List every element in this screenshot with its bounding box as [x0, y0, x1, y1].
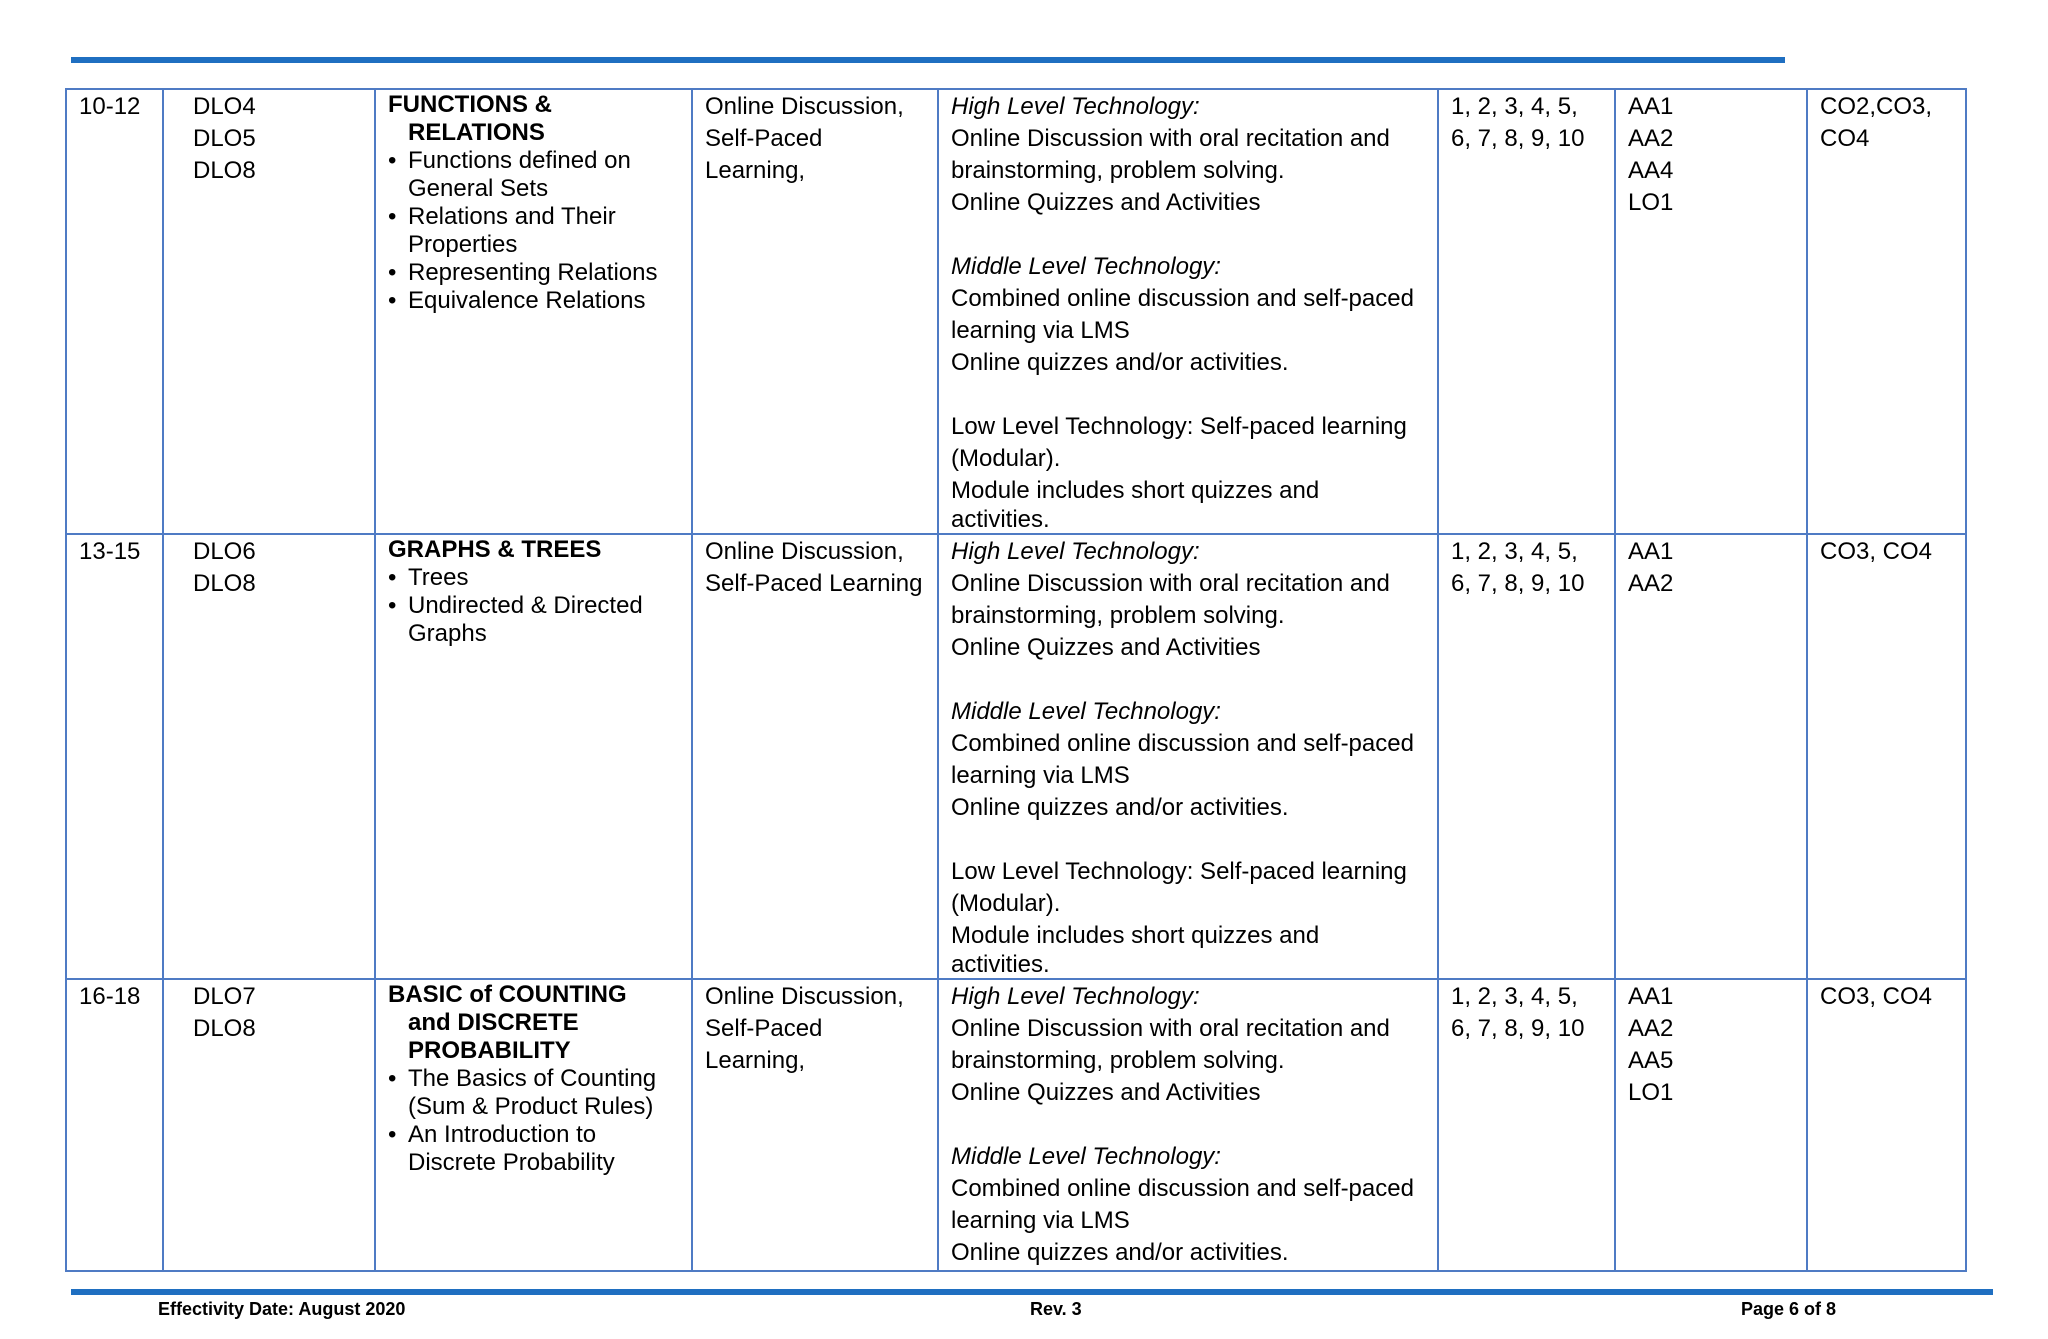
topic-title	[388, 981, 681, 1065]
delivery-line: Online Discussion,	[705, 538, 904, 565]
topic-item-line: Properties	[408, 231, 518, 258]
topic-list	[388, 564, 681, 648]
middle-level-line: Combined online discussion and self-paced	[951, 285, 1414, 312]
high-level-line: Online Discussion with oral recitation and	[951, 1015, 1390, 1042]
topic-cell	[375, 979, 692, 1271]
week-cell	[66, 979, 163, 1271]
topic-title-line: and DISCRETE	[408, 1009, 579, 1036]
course-outcome-line: CO4	[1820, 125, 1870, 152]
assessment-item: AA5	[1628, 1047, 1674, 1074]
page-number: Page 6 of 8	[1741, 1299, 1837, 1319]
dlo-item: DLO8	[193, 157, 256, 184]
revision-number: Rev. 3	[1030, 1299, 1082, 1319]
dlo-cell	[163, 89, 375, 534]
high-level-line: Online Discussion with oral recitation and	[951, 125, 1390, 152]
table-row	[66, 979, 1966, 1271]
high-level-label: High Level Technology:	[951, 538, 1200, 565]
delivery-line: Self-Paced	[705, 125, 823, 152]
topic-item	[388, 592, 681, 648]
topic-item-line: Discrete Probability	[408, 1149, 615, 1176]
dlo-cell	[163, 534, 375, 979]
topic-title	[388, 536, 681, 564]
topic-cell	[375, 534, 692, 979]
activities-cell	[938, 534, 1438, 979]
delivery-cell	[692, 534, 938, 979]
middle-level-line: Online quizzes and/or activities.	[951, 349, 1289, 376]
course-outcome-line: CO3, CO4	[1820, 983, 1933, 1010]
assessment-item: AA2	[1628, 125, 1674, 152]
reference-line: 1, 2, 3, 4, 5,	[1451, 538, 1578, 565]
course-outcome-cell	[1807, 89, 1966, 534]
topic-item-line: Functions defined on	[408, 147, 631, 174]
syllabus-table	[65, 88, 1967, 1272]
dlo-item: DLO6	[193, 538, 256, 565]
bullet-icon: •	[388, 287, 397, 314]
week-cell	[66, 89, 163, 534]
middle-level-line: Online quizzes and/or activities.	[951, 794, 1289, 821]
topic-item-line: Equivalence Relations	[408, 287, 646, 314]
references-cell	[1438, 89, 1615, 534]
middle-level-line: Combined online discussion and self-paced	[951, 730, 1414, 757]
high-level-label: High Level Technology:	[951, 983, 1200, 1010]
topic-item	[388, 287, 681, 315]
high-level-line: Online Quizzes and Activities	[951, 1079, 1261, 1106]
spacer	[951, 379, 1427, 411]
low-level-line: (Modular).	[951, 890, 1061, 917]
middle-level-line: learning via LMS	[951, 762, 1130, 789]
dlo-cell	[163, 979, 375, 1271]
topic-item-line: Graphs	[408, 620, 487, 647]
assessment-cell	[1615, 89, 1807, 534]
week-cell	[66, 534, 163, 979]
spacer	[951, 219, 1427, 251]
bullet-icon: •	[388, 592, 397, 619]
topic-item-line: The Basics of Counting	[408, 1065, 657, 1092]
high-level-line: brainstorming, problem solving.	[951, 1047, 1285, 1074]
course-outcome-line: CO3, CO4	[1820, 538, 1933, 565]
assessment-item: AA2	[1628, 570, 1674, 597]
delivery-line: Self-Paced	[705, 1015, 823, 1042]
delivery-cell	[692, 979, 938, 1271]
low-level-line: Module includes short quizzes and	[951, 477, 1320, 504]
spacer	[951, 664, 1427, 696]
assessment-cell	[1615, 979, 1807, 1271]
bullet-icon: •	[388, 259, 397, 286]
effectivity-date: Effectivity Date: August 2020	[158, 1299, 406, 1319]
middle-level-label: Middle Level Technology:	[951, 253, 1221, 280]
middle-level-label: Middle Level Technology:	[951, 1143, 1221, 1170]
activities-cell	[938, 979, 1438, 1271]
table-row	[66, 534, 1966, 979]
high-level-line: Online Quizzes and Activities	[951, 189, 1261, 216]
header-rule	[71, 57, 1785, 63]
low-level-line: (Modular).	[951, 445, 1061, 472]
topic-title-line: RELATIONS	[408, 119, 545, 146]
high-level-line: Online Discussion with oral recitation and	[951, 570, 1390, 597]
delivery-cell	[692, 89, 938, 534]
spacer	[951, 824, 1427, 856]
topic-item	[388, 203, 681, 259]
dlo-item: DLO4	[193, 93, 256, 120]
delivery-line: Learning,	[705, 1047, 806, 1074]
high-level-line: brainstorming, problem solving.	[951, 602, 1285, 629]
assessment-item: AA1	[1628, 538, 1674, 565]
reference-line: 1, 2, 3, 4, 5,	[1451, 93, 1578, 120]
topic-item-line: Representing Relations	[408, 259, 658, 286]
references-cell	[1438, 979, 1615, 1271]
topic-item-line: Trees	[408, 564, 469, 591]
bullet-icon: •	[388, 147, 397, 174]
week-label: 16-18	[79, 983, 141, 1010]
topic-title	[388, 91, 681, 147]
topic-item-line: General Sets	[408, 175, 549, 202]
topic-title-line: GRAPHS & TREES	[388, 536, 602, 563]
middle-level-line: Online quizzes and/or activities.	[951, 1239, 1289, 1266]
dlo-item: DLO8	[193, 1015, 256, 1042]
assessment-cell	[1615, 534, 1807, 979]
topic-title-line: PROBABILITY	[408, 1037, 571, 1064]
dlo-item: DLO8	[193, 570, 256, 597]
footer-rule	[71, 1289, 1993, 1295]
table-row	[66, 89, 1966, 534]
topic-title-line: FUNCTIONS &	[388, 91, 552, 118]
high-level-line: brainstorming, problem solving.	[951, 157, 1285, 184]
high-level-line: Online Quizzes and Activities	[951, 634, 1261, 661]
assessment-item: AA1	[1628, 93, 1674, 120]
topic-item	[388, 1065, 681, 1121]
references-cell	[1438, 534, 1615, 979]
topic-item-line: An Introduction to	[408, 1121, 597, 1148]
bullet-icon: •	[388, 203, 397, 230]
course-outcome-line: CO2,CO3,	[1820, 93, 1933, 120]
assessment-item: AA1	[1628, 983, 1674, 1010]
low-level-line: Module includes short quizzes and	[951, 922, 1320, 949]
delivery-line: Online Discussion,	[705, 93, 904, 120]
high-level-label: High Level Technology:	[951, 93, 1200, 120]
topic-item-line: Undirected & Directed	[408, 592, 643, 619]
low-level-line: Low Level Technology: Self-paced learning	[951, 858, 1407, 885]
low-level-line: activities.	[951, 506, 1050, 533]
low-level-line: activities.	[951, 951, 1050, 978]
topic-item	[388, 1121, 681, 1177]
topic-item-line: (Sum & Product Rules)	[408, 1093, 654, 1120]
reference-line: 6, 7, 8, 9, 10	[1451, 125, 1585, 152]
assessment-item: AA2	[1628, 1015, 1674, 1042]
dlo-item: DLO7	[193, 983, 256, 1010]
topic-item-line: Relations and Their	[408, 203, 616, 230]
spacer	[951, 1109, 1427, 1141]
dlo-item: DLO5	[193, 125, 256, 152]
reference-line: 6, 7, 8, 9, 10	[1451, 1015, 1585, 1042]
topic-list	[388, 1065, 681, 1177]
topic-item	[388, 259, 681, 287]
topic-item	[388, 147, 681, 203]
reference-line: 6, 7, 8, 9, 10	[1451, 570, 1585, 597]
week-label: 10-12	[79, 93, 141, 120]
middle-level-label: Middle Level Technology:	[951, 698, 1221, 725]
middle-level-line: learning via LMS	[951, 1207, 1130, 1234]
table-body	[66, 89, 1966, 1271]
assessment-item: AA4	[1628, 157, 1674, 184]
bullet-icon: •	[388, 1121, 397, 1148]
topic-item	[388, 564, 681, 592]
course-outcome-cell	[1807, 979, 1966, 1271]
week-label: 13-15	[79, 538, 141, 565]
topic-list	[388, 147, 681, 315]
activities-cell	[938, 89, 1438, 534]
assessment-item: LO1	[1628, 189, 1674, 216]
delivery-line: Self-Paced Learning	[705, 570, 923, 597]
middle-level-line: learning via LMS	[951, 317, 1130, 344]
topic-title-line: BASIC of COUNTING	[388, 981, 627, 1008]
delivery-line: Online Discussion,	[705, 983, 904, 1010]
middle-level-line: Combined online discussion and self-paced	[951, 1175, 1414, 1202]
delivery-line: Learning,	[705, 157, 806, 184]
assessment-item: LO1	[1628, 1079, 1674, 1106]
course-outcome-cell	[1807, 534, 1966, 979]
reference-line: 1, 2, 3, 4, 5,	[1451, 983, 1578, 1010]
bullet-icon: •	[388, 1065, 397, 1092]
topic-cell	[375, 89, 692, 534]
bullet-icon: •	[388, 564, 397, 591]
low-level-line: Low Level Technology: Self-paced learning	[951, 413, 1407, 440]
